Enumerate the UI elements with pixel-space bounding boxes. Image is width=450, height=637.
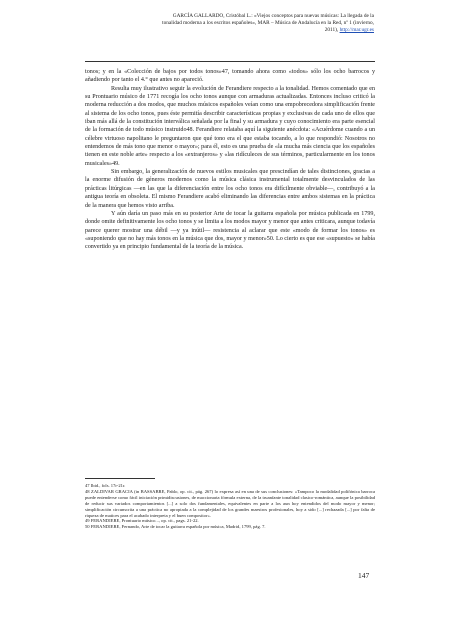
page-number: 147 [358, 571, 370, 580]
paragraph-2: Resulta muy ilustrativo seguir la evolución de Ferandiere respecto a la tonalidad. Hemos comentado que en su Prontuario músico de 1771 recogía los ocho tonos aunque con armaduras actualizadas. Entonces incluso criticó la moderna reducción a dos modos, que muchos músicos españoles veían como una empobrecedora simplificación frente al sistema de los ocho tonos, pues éste permitía describir características propias y exclusivas de cada uno de ellos que iban más allá de la constitución interválica señalada por la final y su armadura y cuyo conocimiento era parte esencial de la formación de todo músico instruido48. Ferandiere relataba aquí la siguiente anécdota: «Acuérdome cuando a un célebre virtuoso napolitano le preguntaron que qué tono era el que estaba tocando, a lo que respondió: Nosotros no entendemos de más tono que menor o mayor»; para él, esto es una prueba de «la mucha más ciencia que los españoles tienen en este noble arte» respecto a los «extranjeros» y «las ridículeces de sus términos, particularmente en los tonos musicales»49. [85, 85, 375, 167]
paragraph-4: Y aún daría un paso más en su posterior Arte de tocar la guitarra española por música publicada en 1799, donde omite definitivamente los ocho tonos y se limita a los modos mayor y menor que antes criticara, aunque todavía parece querer mostrar una débil —y ya inútil— resistencia al aclarar que este «modo de formar los tonos» es «suponiendo que no hay más tonos en la música que dos, mayor y menor»50. Lo cierto es que ese «supuesto» se había convertido ya en principio fundamental de la teoría de la música. [85, 210, 375, 251]
running-header [110, 13, 374, 35]
footnote-rule [85, 478, 155, 479]
header-line-2: tonalidad moderna a los escritos españoles», MAR – Música de Andalucía en la Red, nº 1 (invierno, [162, 20, 374, 27]
header-line-1: GARCÍA GALLARDO, Cristóbal L.: «Viejos conceptos para nuevas músicas: La llegada de la [172, 13, 374, 19]
footnotes [85, 483, 375, 530]
header-line-3 [110, 27, 374, 34]
footnote-47: 47 Ibid., fols. 17r-21r. [85, 483, 126, 488]
journal-link[interactable]: http://mar.ugr.es [339, 27, 374, 34]
paragraph-3: Sin embargo, la generalización de nuevos estilos musicales que prescindían de tales distinciones, gracias a la enorme difusión de géneros modernos como la música clásica instrumental totalmente desvinculados de las prácticas litúrgicas —en las que la diferenciación entre los ocho tonos era difícilmente obviable—, contribuyó a la antigua teoría en obsoleta. El mismo Ferandiere acabó eliminando las diferencias entre ambos sistemas en la práctica de la manera que hemos visto arriba. [85, 169, 375, 209]
paragraph-1: tonos; y en la «Colección de bajos por todos tonos»47, tomando ahora como «todos» sólo los ocho barrocos y añadiendo por tanto el 4.° que antes no apareció. [85, 69, 375, 84]
header-rule [85, 61, 375, 62]
body-text [85, 68, 375, 252]
header-date: 2011), [324, 27, 340, 34]
footnote-48: 48 ZALDIVAR GRACIA (in BASSABRE, Pablo, op. cit., pág. 267) lo expresa así en una de sus conclusiones: «Tampoco la modalidad polifónica barroca puede entenderse como fácil iniciación primidiscusiones, de maccionaria fórmula externa, de la truanfante tonalidad clasico-romántica, aunque la posibilidad de reducir sus variados comportamientos [...] a solo dos fundamentales, equivalentes en parte a los aun hoy entendidos del modo mayor y menor; simplificación circunscrita a una práctica no apropiada a la complejidad de los grandes maestros profesionales, hoy a sido [...] rechazada [...] por falta de riqueza de matices para el acabado interpreta y el buen compositor». [85, 488, 375, 518]
footnote-49: 49 FERANDIERE, Prontuario músico..., op. cit., pags. 21-22. [85, 518, 199, 524]
footnote-50: 50 FERANDIERE, Fernando, Arte de tocar la guitarra española por música, Madrid, 1799, pág. 7. [85, 524, 266, 530]
